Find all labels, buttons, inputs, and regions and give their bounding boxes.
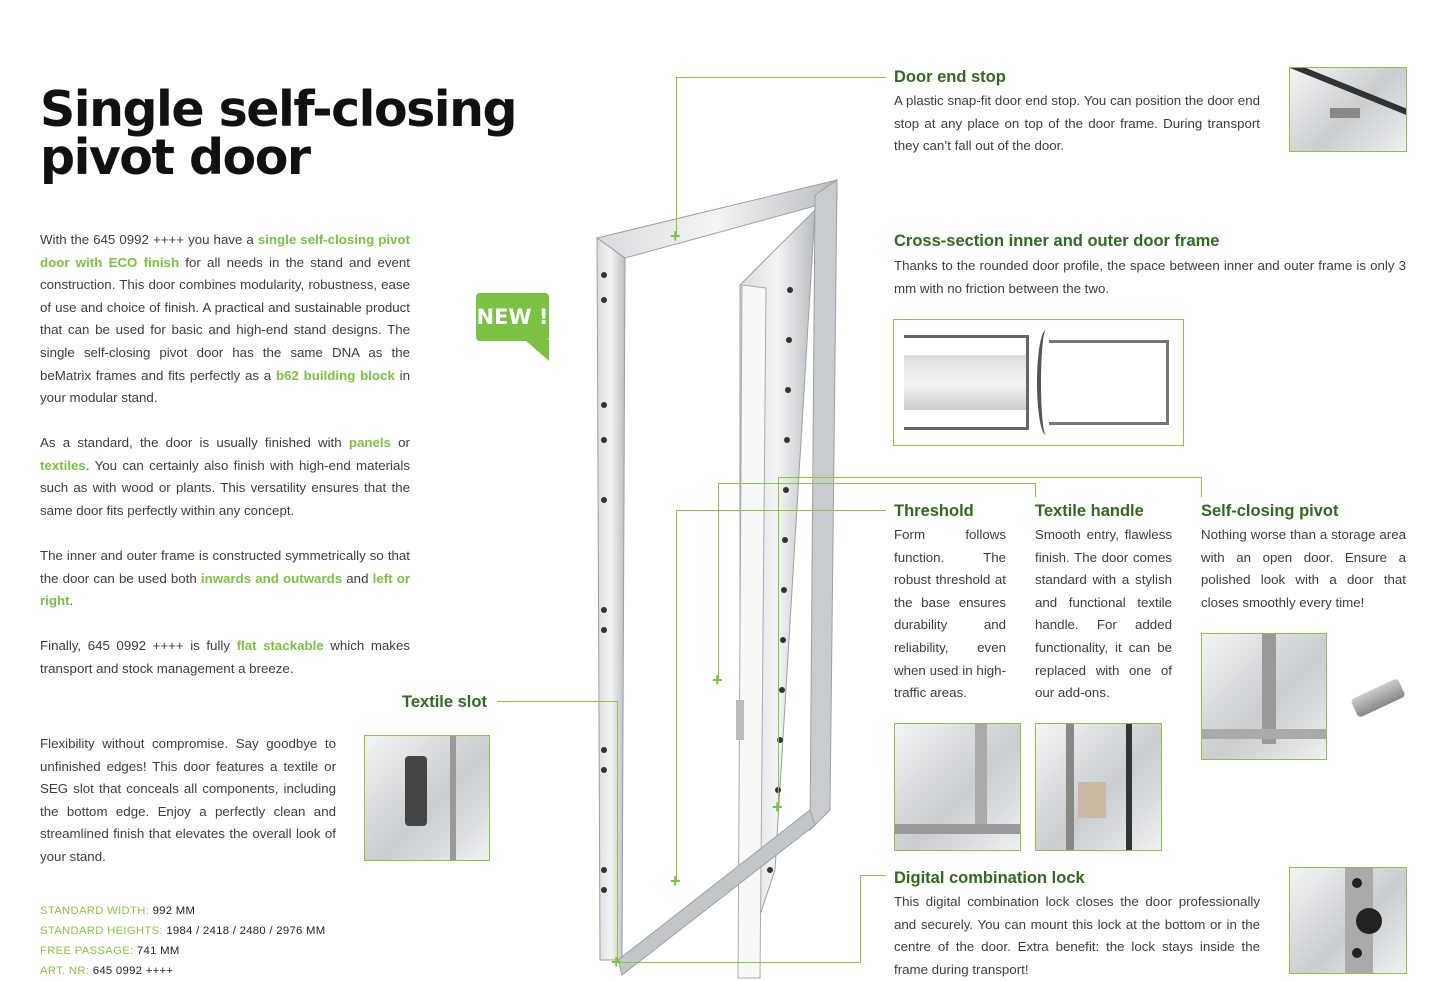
- new-badge-tail: [525, 340, 549, 361]
- spec-width: STANDARD WIDTH: 992 MM: [40, 905, 196, 917]
- leader-threshold-vertical: [676, 510, 677, 882]
- leader-digital-lock-vertical: [860, 875, 861, 963]
- door-illustration: [560, 170, 860, 981]
- title-line-2: pivot door: [40, 129, 310, 186]
- leader-textile-handle-tick: [1035, 483, 1036, 497]
- intro-paragraph-2: As a standard, the door is usually finished with panels or textiles. You can certainly also finish with high-end materials such as with wood or plants. This versatility ensures that the same door fits perfectly within any concept.: [40, 435, 410, 518]
- door-end-stop-heading: Door end stop: [894, 68, 1006, 86]
- cross-section-heading: Cross-section inner and outer door frame: [894, 232, 1220, 250]
- leader-door-end-stop-vertical: [676, 77, 677, 237]
- intro-paragraph-4: Finally, 645 0992 ++++ is fully flat stackable which makes transport and stock management a breeze.: [40, 638, 410, 676]
- leader-self-closing-pivot-tick: [1201, 477, 1202, 497]
- marker-plus-icon: +: [712, 670, 723, 690]
- leader-threshold: [676, 510, 886, 511]
- textile-slot-text: Flexibility without compromise. Say goodbye to unfinished edges! This door features a textile or SEG slot that conceals all components, including the bottom edge. Enjoy a perfectly clean and streamlined finish that elevates the overall look of your stand.: [40, 736, 336, 864]
- digital-lock-text: This digital combination lock closes the door professionally and securely. You can mount this lock at the bottom or in the centre of the door. Extra benefit: the lock stays inside the frame during transport!: [894, 894, 1260, 977]
- marker-plus-icon: +: [772, 797, 783, 817]
- pivot-part-image: [1350, 678, 1406, 718]
- threshold-heading: Threshold: [894, 502, 974, 520]
- spec-heights: STANDARD HEIGHTS: 1984 / 2418 / 2480 / 2976 MM: [40, 925, 326, 937]
- intro-paragraph-1: With the 645 0992 ++++ you have a single self-closing pivot door with ECO finish for all needs in the stand and event construction. This door combines modularity, robustness, ease of use and choice of finish. A practical and sustainable product that can be used for basic and high-end stand designs. The single self-closing pivot door has the same DNA as the beMatrix frames and fits perfectly as a b62 building block in your modular stand.: [40, 232, 411, 406]
- self-closing-pivot-heading: Self-closing pivot: [1201, 502, 1339, 520]
- leader-textile-handle-vertical: [718, 483, 719, 680]
- textile-handle-heading: Textile handle: [1035, 502, 1144, 520]
- leader-digital-lock-bottom: [617, 962, 860, 963]
- marker-plus-icon: +: [670, 871, 681, 891]
- page-title: [40, 81, 517, 186]
- cross-section-text: Thanks to the rounded door profile, the space between inner and outer frame is only 3 mm with no friction between the two.: [894, 258, 1406, 296]
- textile-slot-image: [364, 735, 490, 861]
- self-closing-pivot-text: Nothing worse than a storage area with an open door. Ensure a polished look with a door that closes smoothly every time!: [1201, 527, 1406, 610]
- digital-lock-image: [1289, 867, 1407, 974]
- leader-textile-slot-vertical: [617, 701, 618, 963]
- textile-handle-text: Smooth entry, flawless finish. The door comes standard with a stylish and functional textile handle. For added functionality, it can be replaced with one of our add-ons.: [1035, 527, 1172, 701]
- spec-free-passage: FREE PASSAGE: 741 MM: [40, 945, 180, 957]
- specifications: [40, 901, 325, 981]
- digital-lock-heading: Digital combination lock: [894, 869, 1085, 887]
- threshold-text: Form follows function. The robust threshold at the base ensures durability and reliability, even when used in high-traffic areas.: [894, 527, 1006, 701]
- marker-plus-icon: +: [611, 952, 622, 972]
- intro-paragraph-3: The inner and outer frame is constructed symmetrically so that the door can be used both inwards and outwards and left or right.: [40, 548, 410, 609]
- leader-self-closing-pivot-vertical: [778, 477, 779, 807]
- door-end-stop-text: A plastic snap-fit door end stop. You can position the door end stop at any place on top of the door frame. During transport they can’t fall out of the door.: [894, 93, 1260, 154]
- title-line-1: Single self-closing: [40, 81, 517, 138]
- leader-textile-handle: [718, 483, 1035, 484]
- textile-handle-image: [1035, 723, 1162, 851]
- door-end-stop-image: [1289, 67, 1407, 152]
- threshold-image: [894, 723, 1021, 851]
- textile-slot-heading: Textile slot: [402, 693, 487, 711]
- spec-art-nr: ART. NR: 645 0992 ++++: [40, 965, 174, 977]
- new-badge: NEW !: [476, 293, 549, 341]
- self-closing-pivot-image: [1201, 633, 1327, 760]
- leader-self-closing-pivot: [778, 477, 1201, 478]
- marker-plus-icon: +: [670, 226, 681, 246]
- leader-door-end-stop: [676, 77, 886, 78]
- cross-section-image: [893, 319, 1184, 446]
- leader-digital-lock: [860, 875, 886, 876]
- leader-textile-slot: [497, 701, 617, 702]
